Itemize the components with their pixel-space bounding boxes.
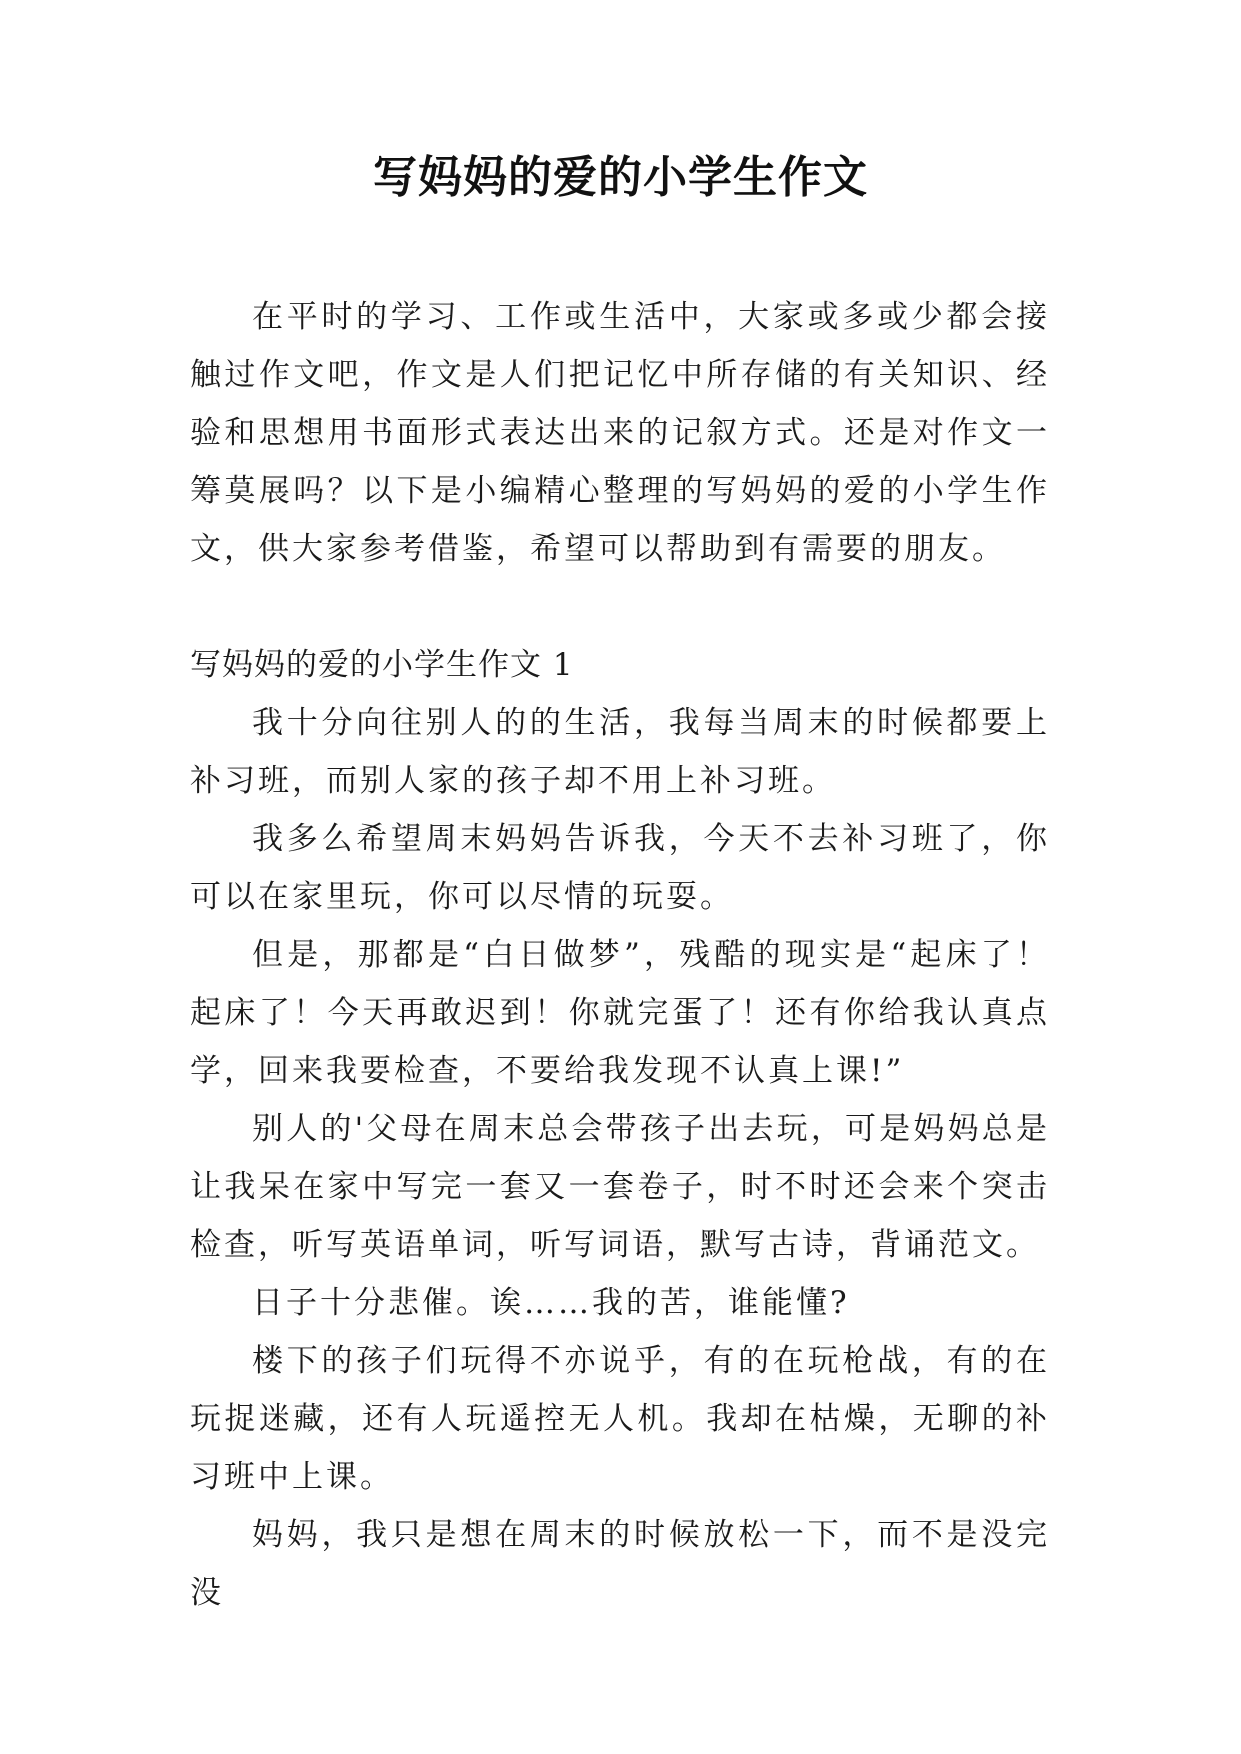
- body-paragraph: 楼下的孩子们玩得不亦说乎，有的在玩枪战，有的在玩捉迷藏，还有人玩遥控无人机。我却在枯燥，无聊的补习班中上课。: [190, 1343, 1050, 1495]
- intro-paragraph: 在平时的学习、工作或生活中，大家或多或少都会接触过作文吧，作文是人们把记忆中所存储的有关知识、经验和思想用书面形式表达出来的记叙方式。还是对作文一筹莫展吗？以下是小编精心整理的写妈妈的爱的小学生作文，供大家参考借鉴，希望可以帮助到有需要的朋友。: [190, 299, 1050, 567]
- document-body: [190, 288, 1050, 1622]
- body-paragraph: 我十分向往别人的的生活，我每当周末的时候都要上补习班，而别人家的孩子却不用上补习班。: [190, 705, 1050, 799]
- body-paragraph: 别人的'父母在周末总会带孩子出去玩，可是妈妈总是让我呆在家中写完一套又一套卷子，时不时还会来个突击检查，听写英语单词，听写词语，默写古诗，背诵范文。: [190, 1111, 1050, 1263]
- document-title: 写妈妈的爱的小学生作文: [373, 152, 868, 203]
- body-paragraph: 但是，那都是“白日做梦”，残酷的现实是“起床了！起床了！今天再敢迟到！你就完蛋了！还有你给我认真点学，回来我要检查，不要给我发现不认真上课!”: [190, 937, 1050, 1089]
- body-paragraph: 日子十分悲催。诶……我的苦，谁能懂?: [252, 1285, 850, 1321]
- body-paragraph: 我多么希望周末妈妈告诉我，今天不去补习班了，你可以在家里玩，你可以尽情的玩耍。: [190, 821, 1050, 915]
- section-heading: 写妈妈的爱的小学生作文 1: [190, 647, 574, 683]
- body-paragraph: 妈妈，我只是想在周末的时候放松一下，而不是没完没: [190, 1517, 1050, 1611]
